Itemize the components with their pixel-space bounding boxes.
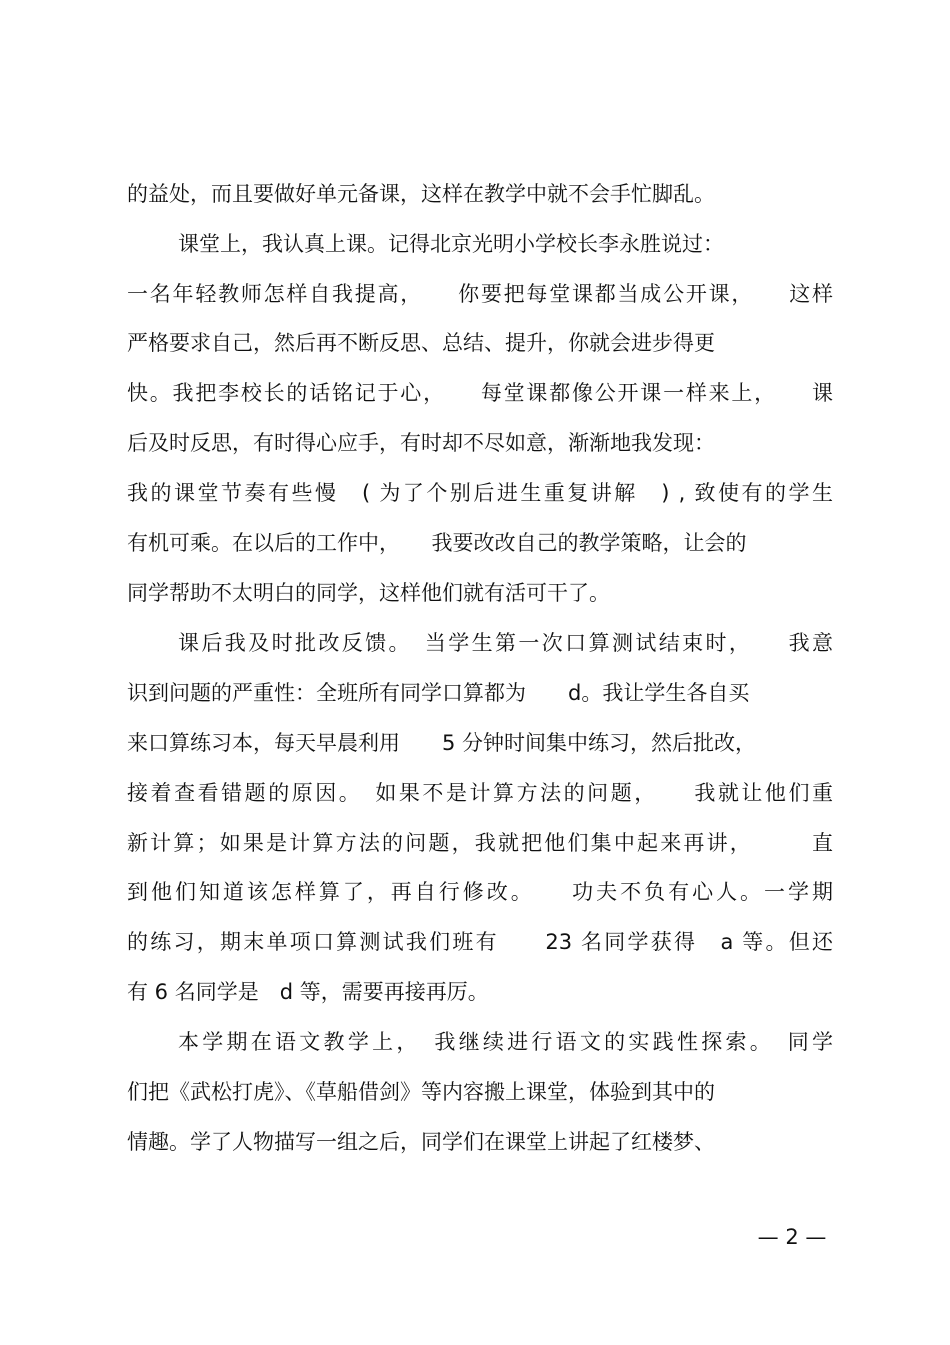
text-line: 情趣。学了人物描写一组之后，同学们在课堂上讲起了红楼梦、 bbox=[127, 1130, 715, 1154]
text-line: 来口算练习本，每天早晨利用 5 分钟时间集中练习，然后批改， bbox=[127, 731, 757, 755]
text-line: 一名年轻教师怎样自我提高， 你要把每堂课都当成公开课， 这样 bbox=[127, 282, 833, 306]
text-line: 接着查看错题的原因。 如果不是计算方法的问题， 我就让他们重 bbox=[127, 781, 833, 805]
text-line: 本学期在语文教学上， 我继续进行语文的实践性探索。 同学 bbox=[178, 1030, 833, 1054]
text-line: 快。我把李校长的话铭记于心， 每堂课都像公开课一样来上， 课 bbox=[127, 381, 833, 405]
text-line: 有 6 名同学是 d 等，需要再接再厉。 bbox=[127, 980, 489, 1004]
text-line: 课后我及时批改反馈。 当学生第一次口算测试结束时， 我意 bbox=[178, 631, 833, 655]
text-line: 后及时反思，有时得心应手，有时却不尽如意，渐渐地我发现： bbox=[127, 431, 715, 455]
text-line: 识到问题的严重性：全班所有同学口算都为 d。我让学生各自买 bbox=[127, 681, 750, 705]
text-line: 有机可乘。在以后的工作中， 我要改改自己的教学策略，让会的 bbox=[127, 531, 747, 555]
text-line: 新计算；如果是计算方法的问题，我就把他们集中起来再讲， 直 bbox=[127, 831, 833, 855]
text-line: 课堂上，我认真上课。记得北京光明小学校长李永胜说过： bbox=[178, 232, 724, 256]
text-line: 我的课堂节奏有些慢 ( 为了个别后进生重复讲解 ) , 致使有的学生 bbox=[127, 481, 833, 505]
text-line: 到他们知道该怎样算了，再自行修改。 功夫不负有心人。一学期 bbox=[127, 880, 833, 904]
page-number: — 2 — bbox=[757, 1225, 827, 1249]
text-line: 的练习，期末单项口算测试我们班有 23 名同学获得 a 等。但还 bbox=[127, 930, 833, 954]
text-line: 的益处，而且要做好单元备课，这样在教学中就不会手忙脚乱。 bbox=[127, 182, 715, 206]
text-line: 严格要求自己，然后再不断反思、总结、提升，你就会进步得更 bbox=[127, 331, 715, 355]
text-line: 同学帮助不太明白的同学，这样他们就有活可干了。 bbox=[127, 581, 610, 605]
text-line: 们把《武松打虎》、《草船借剑》等内容搬上课堂，体验到其中的 bbox=[127, 1080, 715, 1104]
